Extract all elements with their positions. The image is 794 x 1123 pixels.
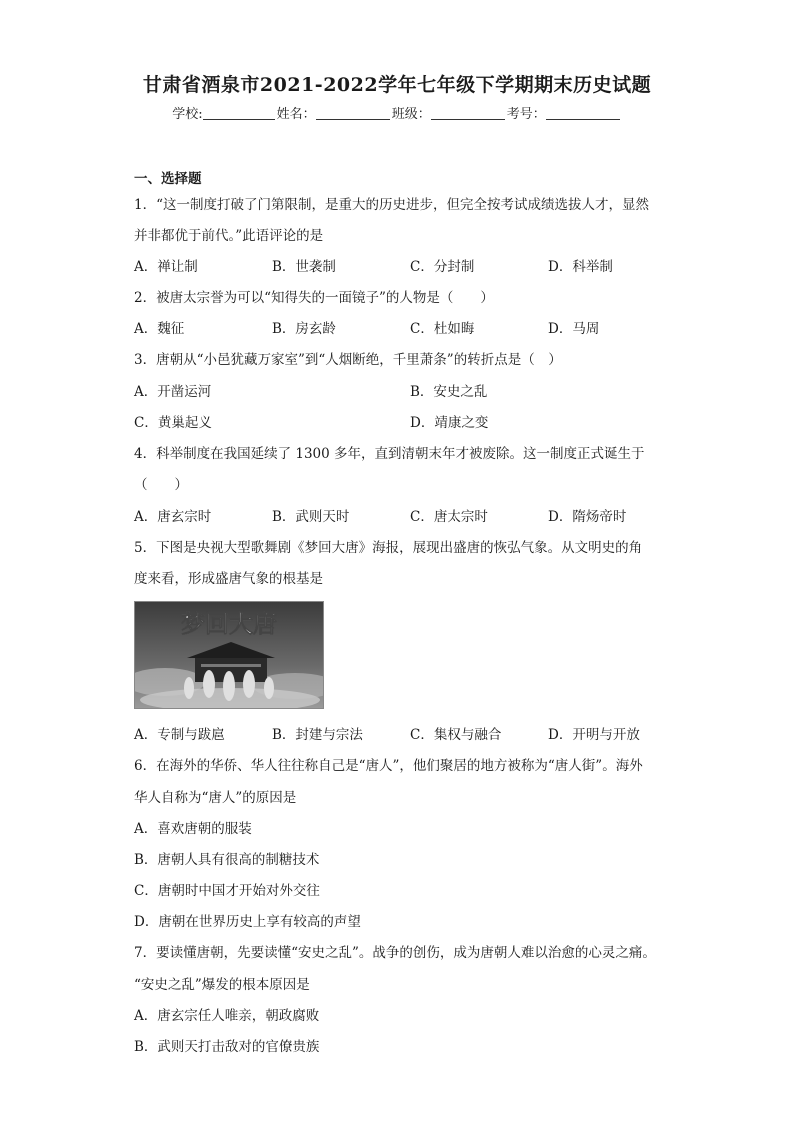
poster-graphic: [135, 602, 323, 708]
q6-option-c[interactable]: C．唐朝时中国才开始对外交往: [134, 883, 320, 899]
q1-option-d[interactable]: D．科举制: [548, 259, 613, 275]
page-title: 甘肃省酒泉市2021-2022学年七年级下学期期末历史试题: [142, 74, 652, 96]
q4-option-b[interactable]: B．武则天时: [272, 509, 350, 525]
question-4-line-2: （ ）: [134, 477, 188, 493]
question-1-line-2: 并非都优于前代。”此语评论的是: [134, 228, 324, 244]
poster-calligraphy: 梦回大唐: [181, 609, 277, 638]
question-6-line-1: 6．在海外的华侨、华人往往称自己是“唐人”，他们聚居的地方被称为“唐人街”。海外: [134, 758, 643, 774]
q3-option-b[interactable]: B．安史之乱: [410, 384, 488, 400]
class-label: 班级：: [391, 107, 431, 122]
q3-option-d[interactable]: D．靖康之变: [410, 415, 489, 431]
question-5-line-2: 度来看，形成盛唐气象的根基是: [134, 571, 323, 587]
class-blank[interactable]: [431, 106, 505, 120]
q7-option-a[interactable]: A．唐玄宗任人唯亲，朝政腐败: [134, 1008, 320, 1024]
question-6-line-2: 华人自称为“唐人”的原因是: [134, 790, 297, 806]
q2-option-a[interactable]: A．魏征: [134, 321, 185, 337]
q6-option-d[interactable]: D．唐朝在世界历史上享有较高的声望: [134, 914, 361, 930]
q2-option-d[interactable]: D．马周: [548, 321, 600, 337]
question-7-line-1: 7．要读懂唐朝，先要读懂“安史之乱”。战争的创伤，成为唐朝人难以治愈的心灵之痛。: [134, 945, 656, 961]
poster-image: [134, 601, 324, 709]
q5-option-d[interactable]: D．开明与开放: [548, 727, 640, 743]
q6-option-a[interactable]: A．喜欢唐朝的服装: [134, 821, 252, 837]
student-info-row: [0, 103, 794, 122]
q2-option-c[interactable]: C．杜如晦: [410, 321, 475, 337]
q6-option-b[interactable]: B．唐朝人具有很高的制糖技术: [134, 852, 320, 868]
exam-no-label: 考号：: [506, 107, 546, 122]
q5-option-c[interactable]: C．集权与融合: [410, 727, 502, 743]
question-1-line-1: 1．“这一制度打破了门第限制，是重大的历史进步，但完全按考试成绩选拔人才，显然: [134, 197, 649, 213]
school-blank[interactable]: [203, 106, 275, 120]
name-blank[interactable]: [316, 106, 390, 120]
question-2-line-1: 2．被唐太宗誉为可以“知得失的一面镜子”的人物是（ ）: [134, 290, 494, 306]
q4-option-d[interactable]: D．隋炀帝时: [548, 509, 627, 525]
q3-option-c[interactable]: C．黄巢起义: [134, 415, 212, 431]
q1-option-a[interactable]: A．禅让制: [134, 259, 198, 275]
question-3-line-1: 3．唐朝从“小邑犹藏万家室”到“人烟断绝，千里萧条”的转折点是（ ）: [134, 352, 562, 368]
q1-option-c[interactable]: C．分封制: [410, 259, 475, 275]
q4-option-c[interactable]: C．唐太宗时: [410, 509, 488, 525]
name-label: 姓名：: [276, 107, 316, 122]
section-title: 一、选择题: [134, 171, 202, 187]
exam-no-blank[interactable]: [546, 106, 620, 120]
question-4-line-1: 4．科举制度在我国延续了 1300 多年，直到清朝末年才被废除。这一制度正式诞生于: [134, 446, 645, 462]
question-7-line-2: “安史之乱”爆发的根本原因是: [134, 977, 310, 993]
q5-option-b[interactable]: B．封建与宗法: [272, 727, 363, 743]
q4-option-a[interactable]: A．唐玄宗时: [134, 509, 212, 525]
question-5-line-1: 5．下图是央视大型歌舞剧《梦回大唐》海报，展现出盛唐的恢弘气象。从文明史的角: [134, 540, 643, 556]
school-label: 学校:: [172, 107, 203, 122]
q5-option-a[interactable]: A．专制与跋扈: [134, 727, 225, 743]
q3-option-a[interactable]: A．开凿运河: [134, 384, 212, 400]
q7-option-b[interactable]: B．武则天打击敌对的官僚贵族: [134, 1039, 320, 1055]
q1-option-b[interactable]: B．世袭制: [272, 259, 336, 275]
q2-option-b[interactable]: B．房玄龄: [272, 321, 336, 337]
